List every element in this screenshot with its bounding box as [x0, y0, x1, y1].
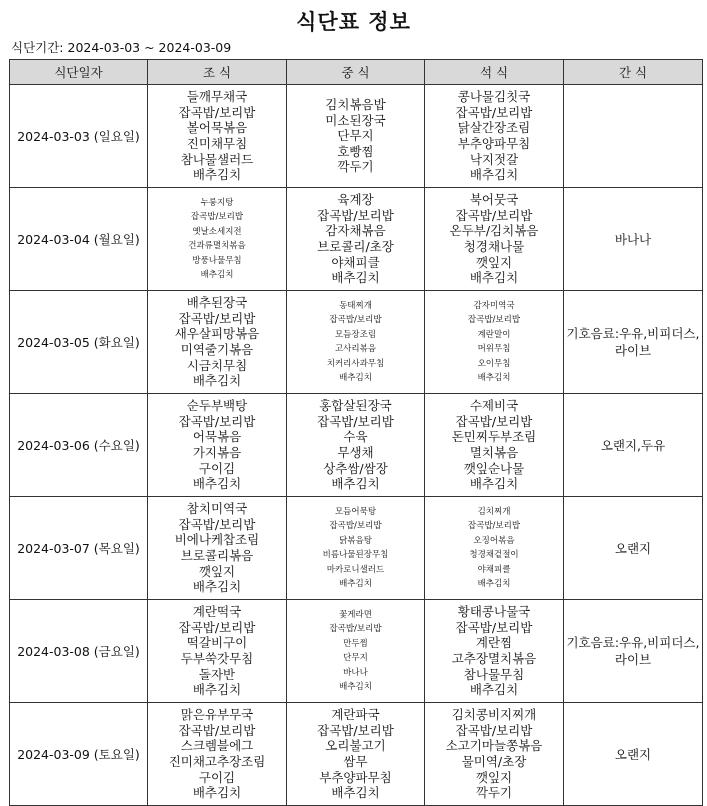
menu-item: 배추김치 — [192, 785, 242, 801]
menu-item: 참치미역국 — [186, 501, 248, 517]
dinner-cell — [425, 394, 564, 497]
menu-item: 잡곡밥/보리밥 — [455, 413, 533, 429]
menu-item: 참나물샐러드 — [180, 151, 254, 167]
menu-item: 야채피클 — [477, 564, 511, 575]
menu-item: 오이무침 — [477, 358, 511, 369]
snack-menu — [564, 231, 702, 248]
snack-cell — [564, 394, 703, 497]
snack-cell — [564, 600, 703, 703]
lunch-cell — [287, 291, 425, 394]
menu-item: 배추김치 — [469, 682, 519, 698]
table-header-row — [10, 60, 703, 85]
meal-date: 2024-03-09 (토요일) — [10, 703, 148, 806]
menu-item: 잡곡밥/보리밥 — [329, 624, 382, 634]
menu-item: 모듬장조림 — [334, 329, 377, 340]
dinner-menu — [425, 398, 563, 492]
lunch-menu — [287, 97, 424, 175]
dinner-menu — [425, 192, 563, 286]
snack-cell — [564, 291, 703, 394]
menu-item: 배추김치 — [200, 270, 234, 280]
snack-cell — [564, 188, 703, 291]
menu-item: 김치콩비지찌개 — [451, 707, 537, 723]
menu-item: 새우살피망볶음 — [174, 326, 260, 342]
menu-item: 배추김치 — [331, 785, 380, 801]
menu-item: 배추김치 — [331, 476, 380, 492]
lunch-cell — [287, 703, 425, 806]
menu-item: 진미채고추장조림 — [168, 754, 266, 769]
table-row — [10, 188, 703, 291]
snack-cell — [564, 703, 703, 806]
table-row — [10, 85, 703, 188]
menu-item: 치커리사과무침 — [326, 358, 385, 369]
menu-item: 마카로니샐러드 — [326, 564, 385, 575]
menu-item: 배추김치 — [477, 579, 511, 589]
menu-item: 진미채무침 — [186, 136, 248, 151]
menu-item: 미소된장국 — [325, 112, 386, 128]
menu-item: 온두부/김치볶음 — [449, 223, 539, 239]
menu-item: 참나물무침 — [463, 666, 525, 682]
menu-item: 순두부백탕 — [186, 398, 248, 414]
menu-item: 오징어볶음 — [473, 535, 515, 546]
breakfast-cell — [148, 291, 287, 394]
menu-item: 배추김치 — [192, 579, 242, 595]
lunch-menu — [287, 505, 424, 592]
menu-item: 돈민찌두부조림 — [451, 429, 537, 445]
dinner-cell — [425, 497, 564, 600]
dinner-cell — [425, 600, 564, 703]
menu-item: 계란말이 — [477, 329, 511, 340]
menu-item: 고사리볶음 — [334, 344, 377, 354]
menu-item: 홍합살된장국 — [319, 398, 392, 414]
menu-item: 계란찜 — [475, 635, 513, 651]
menu-item: 돌자반 — [198, 666, 236, 682]
menu-item: 계란파국 — [331, 707, 380, 723]
menu-item: 배추김치 — [469, 476, 519, 492]
menu-item: 북어뭇국 — [469, 192, 519, 208]
lunch-cell — [287, 394, 425, 497]
breakfast-cell — [148, 497, 287, 600]
menu-item: 소고기마늘쫑볶음 — [445, 738, 543, 754]
lunch-menu — [287, 608, 424, 695]
meal-period: 식단기간: 2024-03-03 ~ 2024-03-09 — [11, 40, 232, 55]
menu-item: 구이김 — [198, 769, 236, 785]
meal-date: 2024-03-08 (금요일) — [10, 600, 148, 703]
dinner-cell — [425, 188, 564, 291]
menu-item: 쌈무 — [343, 754, 368, 769]
menu-item: 배추김치 — [469, 167, 519, 183]
lunch-menu — [287, 707, 424, 801]
menu-item: 라이브 — [614, 652, 652, 667]
header-lunch: 중 식 — [287, 60, 425, 85]
menu-item: 스크렘블에그 — [180, 738, 254, 754]
menu-item: 멸치볶음 — [469, 445, 519, 460]
menu-item: 수육 — [343, 429, 368, 445]
dinner-cell — [425, 85, 564, 188]
menu-item: 오랜지 — [614, 746, 652, 762]
table-row — [10, 703, 703, 806]
menu-item: 두부쑥갓무침 — [180, 651, 254, 666]
meal-date: 2024-03-03 (일요일) — [10, 85, 148, 188]
menu-item: 오랜지,두유 — [600, 437, 666, 453]
meal-date: 2024-03-05 (화요일) — [10, 291, 148, 394]
menu-item: 잡곡밥/보리밥 — [455, 619, 533, 635]
breakfast-cell — [148, 188, 287, 291]
menu-item: 배추김치 — [331, 270, 380, 286]
menu-item: 잡곡밥/보리밥 — [178, 722, 256, 738]
menu-item: 깍두기 — [337, 159, 374, 175]
table-row — [10, 291, 703, 394]
menu-item: 청경채겉절이 — [469, 550, 519, 560]
breakfast-cell — [148, 600, 287, 703]
menu-item: 누룽지탕 — [200, 197, 234, 208]
snack-menu — [564, 437, 702, 454]
menu-item: 어묵볶음 — [192, 429, 242, 445]
menu-item: 잡곡밥/보리밥 — [467, 315, 521, 325]
menu-item: 볼어묵볶음 — [186, 120, 248, 136]
table-row — [10, 394, 703, 497]
lunch-cell — [287, 85, 425, 188]
menu-item: 청경채나물 — [463, 239, 525, 254]
menu-item: 감자채볶음 — [325, 223, 386, 239]
dinner-menu — [425, 299, 563, 386]
dinner-menu — [425, 505, 563, 592]
breakfast-menu — [148, 196, 286, 283]
breakfast-cell — [148, 85, 287, 188]
breakfast-cell — [148, 394, 287, 497]
menu-item: 닭살간장조림 — [457, 120, 531, 136]
breakfast-menu — [148, 398, 286, 492]
menu-item: 가지볶음 — [192, 445, 242, 460]
menu-item: 기호음료:우유,비피더스, — [566, 635, 700, 650]
menu-item: 들깨무채국 — [186, 89, 248, 105]
menu-item: 잡곡밥/보리밥 — [455, 722, 533, 738]
menu-item: 미역줄기볶음 — [180, 342, 254, 357]
menu-item: 잡곡밥/보리밥 — [178, 310, 256, 326]
menu-item: 깍두기 — [475, 785, 513, 801]
lunch-menu — [287, 299, 424, 386]
lunch-cell — [287, 497, 425, 600]
menu-item: 브로콜리볶음 — [180, 548, 254, 563]
snack-menu — [564, 325, 702, 359]
header-dinner: 석 식 — [425, 60, 564, 85]
menu-item: 잡곡밥/보리밥 — [178, 619, 256, 635]
menu-item: 배추김치 — [477, 373, 511, 383]
dinner-menu — [425, 604, 563, 698]
menu-item: 깻잎지 — [475, 254, 513, 270]
snack-menu — [564, 634, 702, 668]
menu-item: 방풍나물무침 — [192, 255, 242, 266]
menu-item: 오리불고기 — [325, 738, 386, 754]
menu-item: 닭볶음탕 — [339, 535, 372, 546]
menu-item: 잡곡밥/보리밥 — [190, 212, 244, 222]
breakfast-menu — [148, 707, 286, 801]
breakfast-menu — [148, 89, 286, 183]
menu-item: 무생채 — [337, 445, 374, 460]
menu-item: 꽃게라면 — [339, 609, 372, 620]
menu-item: 잡곡밥/보리밥 — [317, 722, 394, 738]
menu-item: 잡곡밥/보리밥 — [178, 104, 256, 120]
menu-item: 배추김치 — [469, 270, 519, 286]
menu-item: 구이김 — [198, 460, 236, 476]
meal-date: 2024-03-07 (목요일) — [10, 497, 148, 600]
menu-item: 계란떡국 — [192, 604, 242, 620]
menu-item: 바나나 — [343, 667, 368, 678]
menu-item: 라이브 — [614, 343, 652, 358]
menu-item: 잡곡밥/보리밥 — [329, 521, 382, 531]
menu-item: 떡갈비구이 — [186, 635, 248, 651]
menu-item: 깻잎지 — [475, 769, 513, 785]
menu-item: 황태콩나물국 — [457, 604, 531, 620]
menu-item: 동태찌개 — [339, 300, 372, 311]
menu-item: 잡곡밥/보리밥 — [317, 207, 394, 223]
meal-date: 2024-03-04 (월요일) — [10, 188, 148, 291]
snack-cell — [564, 497, 703, 600]
dinner-menu — [425, 707, 563, 801]
menu-item: 기호음료:우유,비피더스, — [566, 326, 700, 341]
menu-item: 깻잎지 — [198, 563, 236, 579]
menu-item: 낙지젓갈 — [469, 151, 519, 167]
menu-item: 잡곡밥/보리밥 — [455, 207, 533, 223]
menu-item: 잡곡밥/보리밥 — [455, 104, 533, 120]
menu-item: 물미역/초장 — [461, 754, 527, 769]
breakfast-menu — [148, 501, 286, 595]
lunch-menu — [287, 398, 424, 492]
menu-item: 잡곡밥/보리밥 — [178, 413, 256, 429]
header-breakfast: 조 식 — [148, 60, 287, 85]
menu-item: 수제비국 — [469, 398, 519, 414]
snack-cell — [564, 85, 703, 188]
menu-item: 잡곡밥/보리밥 — [178, 516, 256, 532]
menu-item: 옛날소세지전 — [192, 226, 242, 237]
menu-item: 단무지 — [343, 653, 368, 663]
menu-item: 만두찜 — [343, 638, 368, 649]
menu-item: 비에나케찹조림 — [174, 532, 260, 548]
table-row — [10, 600, 703, 703]
breakfast-menu — [148, 295, 286, 389]
menu-item: 고추장멸치볶음 — [451, 651, 537, 666]
menu-item: 시금치무침 — [186, 357, 248, 373]
menu-item: 단무지 — [337, 128, 374, 144]
menu-item: 배추김치 — [339, 682, 372, 692]
menu-item: 건과류멸치볶음 — [188, 241, 246, 251]
menu-item: 맑은유부무국 — [180, 707, 254, 723]
menu-item: 바나나 — [614, 231, 652, 247]
menu-item: 배추김치 — [192, 373, 242, 389]
breakfast-menu — [148, 604, 286, 698]
menu-item: 모듬어묵탕 — [334, 506, 377, 517]
menu-item: 배추김치 — [192, 682, 242, 698]
menu-item: 머위무침 — [477, 344, 511, 354]
header-date: 식단일자 — [10, 60, 148, 85]
dinner-cell — [425, 703, 564, 806]
dinner-cell — [425, 291, 564, 394]
menu-item: 김치볶음밥 — [325, 97, 386, 113]
lunch-cell — [287, 600, 425, 703]
breakfast-cell — [148, 703, 287, 806]
table-body — [10, 85, 703, 806]
menu-item: 배추된장국 — [186, 295, 248, 311]
menu-item: 배추김치 — [339, 373, 372, 383]
menu-item: 깻잎순나물 — [463, 460, 525, 476]
dinner-menu — [425, 89, 563, 183]
menu-item: 감자미역국 — [473, 300, 515, 311]
header-snack: 간 식 — [564, 60, 703, 85]
menu-item: 오랜지 — [614, 540, 652, 556]
menu-item: 배추김치 — [192, 476, 242, 492]
menu-item: 야채피클 — [331, 254, 380, 270]
menu-item: 상추쌈/쌈장 — [323, 460, 388, 476]
menu-item: 잡곡밥/보리밥 — [467, 521, 521, 531]
meal-date: 2024-03-06 (수요일) — [10, 394, 148, 497]
menu-item: 콩나물김칫국 — [457, 89, 531, 105]
menu-item: 잡곡밥/보리밥 — [329, 315, 382, 325]
menu-item: 육계장 — [337, 192, 374, 208]
menu-item: 비름나물된장무침 — [322, 550, 389, 560]
meal-table — [9, 59, 703, 806]
snack-menu — [564, 746, 702, 763]
page-title: 식단표 정보 — [296, 10, 411, 34]
menu-item: 배추김치 — [339, 579, 372, 589]
menu-item: 잡곡밥/보리밥 — [317, 413, 394, 429]
menu-item: 부추양파무침 — [457, 136, 531, 151]
menu-item: 배추김치 — [192, 167, 242, 183]
snack-menu — [564, 540, 702, 557]
table-row — [10, 497, 703, 600]
menu-item: 김치찌개 — [477, 506, 511, 517]
lunch-cell — [287, 188, 425, 291]
menu-item: 호빵찜 — [337, 143, 374, 159]
lunch-menu — [287, 192, 424, 286]
menu-item: 부추양파무침 — [319, 769, 392, 785]
menu-item: 브로콜리/초장 — [317, 239, 394, 254]
